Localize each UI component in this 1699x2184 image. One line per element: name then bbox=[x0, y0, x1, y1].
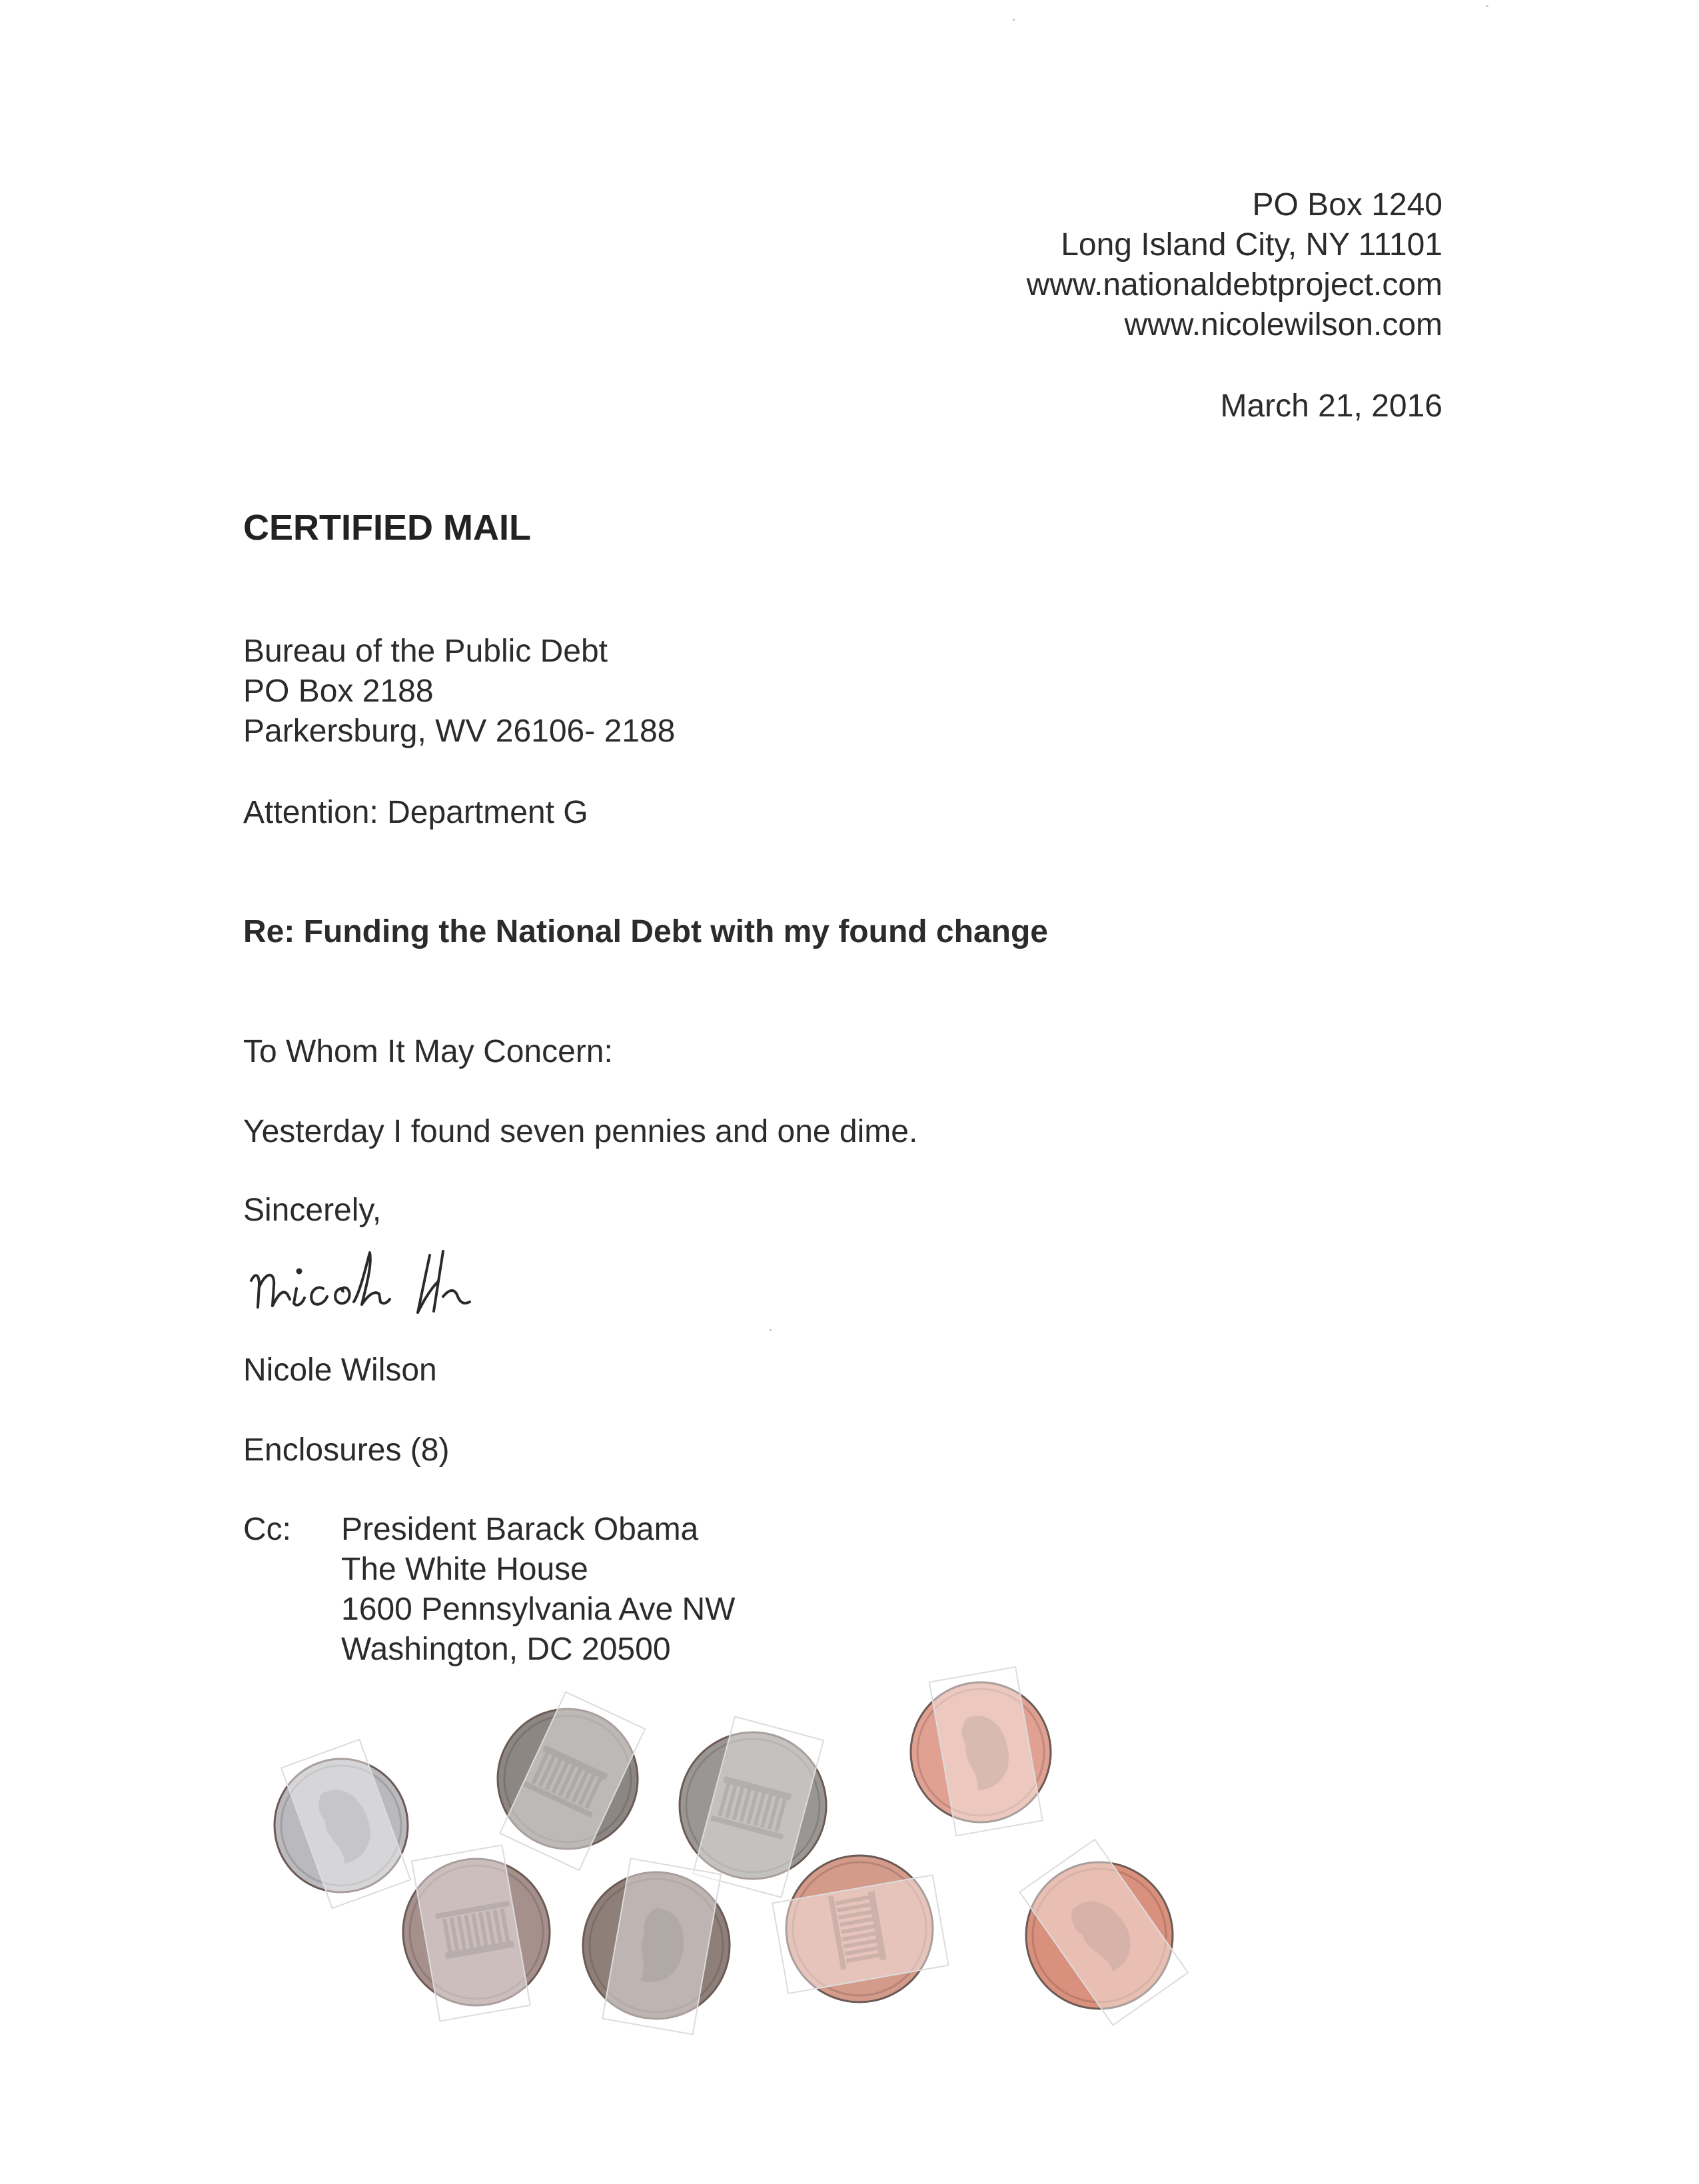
delivery-method-heading: CERTIFIED MAIL bbox=[243, 508, 531, 548]
sender-address-line1: PO Box 1240 bbox=[1252, 187, 1442, 223]
penny-coin bbox=[390, 1840, 562, 2025]
penny-coin bbox=[661, 1708, 845, 1904]
enclosures-note: Enclosures (8) bbox=[243, 1432, 450, 1468]
recipient-address-line2: Parkersburg, WV 26106- 2188 bbox=[243, 714, 676, 749]
sender-website-link[interactable]: www.nationaldebtproject.com bbox=[1026, 267, 1442, 302]
handwritten-signature bbox=[243, 1233, 556, 1333]
sender-address-line2: Long Island City, NY 11101 bbox=[1061, 227, 1442, 263]
scan-speck bbox=[1486, 5, 1488, 7]
penny-coin bbox=[898, 1664, 1063, 1842]
scan-speck bbox=[1013, 19, 1015, 21]
letter-body: Yesterday I found seven pennies and one dime. bbox=[243, 1114, 918, 1149]
recipient-address-block bbox=[243, 632, 675, 752]
cc-label: Cc: bbox=[243, 1512, 291, 1547]
cc-address-line1: The White House bbox=[341, 1552, 588, 1587]
cc-address-line2: 1600 Pennsylvania Ave NW bbox=[341, 1592, 736, 1627]
penny-coin bbox=[767, 1842, 952, 2015]
penny-coin bbox=[570, 1853, 742, 2038]
attention-line: Attention: Department G bbox=[243, 795, 588, 830]
penny-coin bbox=[993, 1827, 1206, 2044]
closing: Sincerely, bbox=[243, 1193, 382, 1228]
penny-coin bbox=[471, 1679, 664, 1880]
letter-date: March 21, 2016 bbox=[1220, 388, 1442, 424]
salutation: To Whom It May Concern: bbox=[243, 1034, 613, 1069]
recipient-name: Bureau of the Public Debt bbox=[243, 634, 608, 669]
dime-coin bbox=[253, 1733, 430, 1919]
recipient-address-line1: PO Box 2188 bbox=[243, 674, 434, 709]
cc-name: President Barack Obama bbox=[341, 1512, 699, 1547]
subject-line: Re: Funding the National Debt with my found change bbox=[243, 914, 1048, 949]
cc-address-block bbox=[341, 1510, 735, 1670]
signer-name: Nicole Wilson bbox=[243, 1353, 437, 1388]
cc-address-line3: Washington, DC 20500 bbox=[341, 1632, 671, 1667]
sender-website-link[interactable]: www.nicolewilson.com bbox=[1124, 307, 1442, 342]
scan-speck bbox=[770, 1329, 772, 1331]
sender-address-block bbox=[1027, 185, 1442, 345]
